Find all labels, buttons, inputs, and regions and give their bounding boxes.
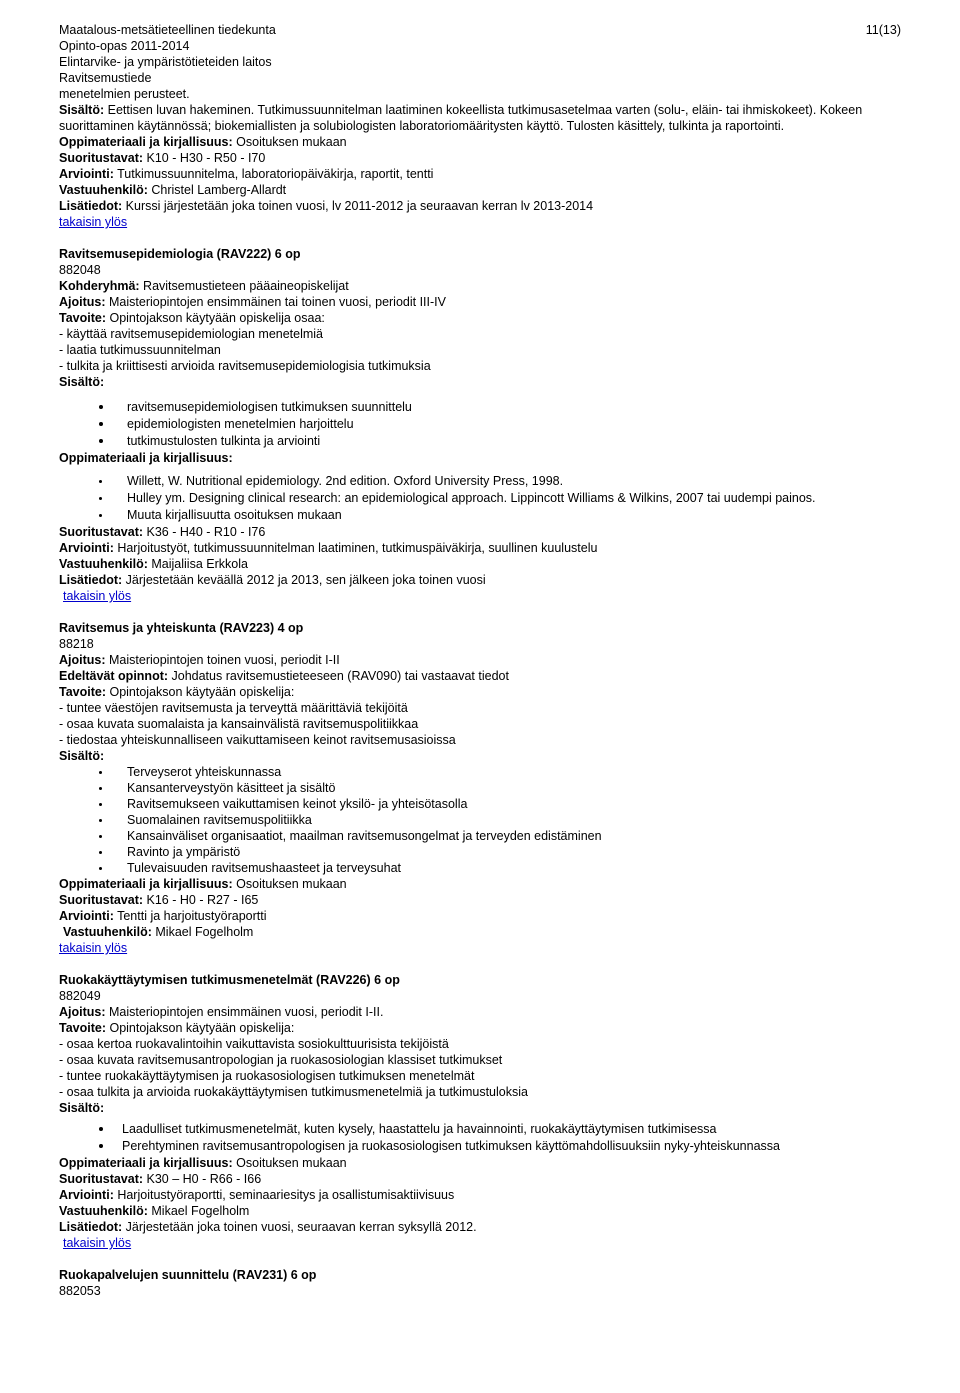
course-code: 882053: [59, 1284, 101, 1298]
list-item: Muuta kirjallisuutta osoituksen mukaan: [59, 507, 909, 524]
back-to-top-link[interactable]: takaisin ylös: [59, 215, 128, 229]
course-title: Ravitsemus ja yhteiskunta (RAV223) 4 op: [59, 621, 304, 635]
evaluation-text: Tutkimussuunnitelma, laboratoriopäiväkirja, raportit, tentti: [113, 167, 434, 181]
prerequisites-text: Johdatus ravitsemustieteeseen (RAV090) tai vastaavat tiedot: [168, 669, 509, 683]
list-item: epidemiologisten menetelmien harjoittelu: [59, 416, 909, 433]
course-info: [59, 572, 909, 588]
materials-list: [59, 473, 909, 524]
list-item: Willett, W. Nutritional epidemiology. 2nd edition. Oxford University Press, 1998.: [59, 473, 909, 490]
evaluation-label: Arviointi:: [59, 909, 114, 923]
info-text: Järjestetään joka toinen vuosi, seuraavan kerran syksyllä 2012.: [122, 1220, 477, 1234]
goal-label: Tavoite:: [59, 311, 106, 325]
back-to-top-link[interactable]: takaisin ylös: [63, 589, 132, 603]
prerequisites-label: Edeltävät opinnot:: [59, 669, 169, 683]
list-item: Hulley ym. Designing clinical research: an epidemiological approach. Lippincott Williams & Wilkins, 2007 tai uudempi painos.: [59, 490, 909, 507]
goal-text: Opintojakson käytyään opiskelija:: [106, 685, 295, 699]
course-evaluation: [59, 1187, 909, 1203]
timing-text: Maisteriopintojen ensimmäinen vuosi, periodit I-II.: [105, 1005, 384, 1019]
responsible-text: Mikael Fogelholm: [151, 925, 254, 939]
list-item: Kansanterveystyön käsitteet ja sisältö: [59, 780, 909, 796]
content-label: Sisältö:: [59, 103, 105, 117]
evaluation-label: Arviointi:: [59, 541, 114, 555]
timing-label: Ajoitus:: [59, 1005, 106, 1019]
intro-responsible: [59, 182, 909, 198]
faculty-name: Maatalous-metsätieteellinen tiedekunta: [59, 23, 276, 37]
info-label: Lisätiedot:: [59, 573, 123, 587]
course-goal: [59, 684, 909, 700]
materials-label: Oppimateriaali ja kirjallisuus:: [59, 877, 233, 891]
timing-label: Ajoitus:: [59, 295, 106, 309]
timing-text: Maisteriopintojen ensimmäinen tai toinen vuosi, periodit III-IV: [105, 295, 446, 309]
timing-label: Ajoitus:: [59, 653, 106, 667]
responsible-text: Christel Lamberg-Allardt: [147, 183, 287, 197]
content-label: [59, 748, 909, 764]
goal-item: - osaa kuvata suomalaista ja kansainvälistä ravitsemuspolitiikkaa: [59, 717, 419, 731]
goal-text: Opintojakson käytyään opiskelija:: [106, 1021, 295, 1035]
info-text: Kurssi järjestetään joka toinen vuosi, lv 2011-2012 ja seuraavan kerran lv 2013-2014: [122, 199, 594, 213]
info-label: Lisätiedot:: [59, 199, 123, 213]
content-label: [59, 1100, 909, 1116]
content-text: Eettisen luvan hakeminen. Tutkimussuunnitelman laatiminen kokeellista tutkimusasetelmaa varten (solu-, eläin- tai ihmiskokeet). Kokeen suorittaminen käytännössä; biokemiallisten ja solubiologisten laboratoriomääritysten käyttö. Tulosten käsittely, tulkinta ja raportointi.: [59, 103, 863, 133]
list-item: Kansainväliset organisaatiot, maailman ravitsemusongelmat ja terveyden edistäminen: [59, 828, 909, 844]
goal-item: - tuntee ruokakäyttäytymisen ja ruokasosiologisen tutkimuksen menetelmät: [59, 1069, 475, 1083]
performance-label: Suoritustavat:: [59, 1172, 144, 1186]
course-materials: [59, 1155, 909, 1171]
course-timing: [59, 294, 909, 310]
intro-info: [59, 198, 909, 214]
course-evaluation: [59, 540, 909, 556]
performance-label: Suoritustavat:: [59, 151, 144, 165]
responsible-label: Vastuuhenkilö:: [59, 1204, 148, 1218]
course-goal: [59, 1020, 909, 1036]
intro-continuation: menetelmien perusteet.: [59, 87, 190, 101]
materials-label: Oppimateriaali ja kirjallisuus:: [59, 451, 233, 465]
evaluation-label: Arviointi:: [59, 1188, 114, 1202]
content-list: [59, 764, 909, 876]
intro-content: [59, 102, 909, 134]
goal-item: - tulkita ja kriittisesti arvioida ravitsemusepidemiologisia tutkimuksia: [59, 359, 431, 373]
goal-label: Tavoite:: [59, 685, 106, 699]
course-performance: [59, 1171, 909, 1187]
list-item: Laadulliset tutkimusmenetelmät, kuten kysely, haastattelu ja havainnointi, ruokakäyttäytymisen tutkimisessa: [59, 1121, 909, 1138]
content-list: [59, 1121, 909, 1155]
course-evaluation: [59, 908, 909, 924]
goal-item: - osaa kertoa ruokavalintoihin vaikuttavista sosiokulttuurisista tekijöistä: [59, 1037, 449, 1051]
goal-item: - osaa kuvata ravitsemusantropologian ja ruokasosiologian klassiset tutkimukset: [59, 1053, 503, 1067]
course-timing: [59, 1004, 909, 1020]
course-responsible: [59, 556, 909, 572]
content-list: [59, 399, 909, 450]
back-to-top-link[interactable]: takaisin ylös: [63, 1236, 132, 1250]
course-responsible: [63, 924, 909, 940]
goal-label: Tavoite:: [59, 1021, 106, 1035]
course-title: Ruokapalvelujen suunnittelu (RAV231) 6 op: [59, 1268, 317, 1282]
course-performance: [59, 524, 909, 540]
course-materials: [59, 876, 909, 892]
course-performance: [59, 892, 909, 908]
intro-evaluation: [59, 166, 909, 182]
study-guide-title: Opinto-opas 2011-2014: [59, 39, 190, 53]
info-label: Lisätiedot:: [59, 1220, 123, 1234]
intro-materials: [59, 134, 909, 150]
course-title: Ravitsemusepidemiologia (RAV222) 6 op: [59, 247, 301, 261]
info-text: Järjestetään keväällä 2012 ja 2013, sen jälkeen joka toinen vuosi: [122, 573, 486, 587]
responsible-label: Vastuuhenkilö:: [59, 183, 148, 197]
goal-item: - tiedostaa yhteiskunnalliseen vaikuttamiseen keinot ravitsemusasioissa: [59, 733, 456, 747]
course-timing: [59, 652, 909, 668]
goal-item: - laatia tutkimussuunnitelman: [59, 343, 221, 357]
list-item: tutkimustulosten tulkinta ja arviointi: [59, 433, 909, 450]
performance-label: Suoritustavat:: [59, 525, 144, 539]
page-number: 11(13): [865, 23, 901, 37]
evaluation-label: Arviointi:: [59, 167, 114, 181]
course-code: 882049: [59, 989, 101, 1003]
content-label: [59, 374, 909, 390]
list-item: Terveyserot yhteiskunnassa: [59, 764, 909, 780]
evaluation-text: Harjoitustyöt, tutkimussuunnitelman laatiminen, tutkimuspäiväkirja, suullinen kuulustelu: [113, 541, 598, 555]
list-item: Perehtyminen ravitsemusantropologisen ja ruokasosiologisen tutkimuksen käyttömahdollisuuksiin nyky-yhteiskunnassa: [59, 1138, 909, 1155]
list-item: Ravinto ja ympäristö: [59, 844, 909, 860]
timing-text: Maisteriopintojen toinen vuosi, periodit I-II: [105, 653, 340, 667]
goal-item: - tuntee väestöjen ravitsemusta ja terveyttä määrittäviä tekijöitä: [59, 701, 408, 715]
course-title: Ruokakäyttäytymisen tutkimusmenetelmät (RAV226) 6 op: [59, 973, 400, 987]
evaluation-text: Tentti ja harjoitustyöraportti: [113, 909, 267, 923]
responsible-text: Mikael Fogelholm: [147, 1204, 250, 1218]
materials-text: Osoituksen mukaan: [232, 135, 347, 149]
course-responsible: [59, 1203, 909, 1219]
back-to-top-link[interactable]: takaisin ylös: [59, 941, 128, 955]
course-code: 88218: [59, 637, 94, 651]
target-text: Ravitsemustieteen pääaineopiskelijat: [139, 279, 349, 293]
list-item: Suomalainen ravitsemuspolitiikka: [59, 812, 909, 828]
materials-text: Osoituksen mukaan: [232, 1156, 347, 1170]
content-label-text: Sisältö:: [59, 375, 105, 389]
responsible-label: Vastuuhenkilö:: [63, 925, 152, 939]
course-prerequisites: [59, 668, 909, 684]
course-info: [59, 1219, 909, 1235]
list-item: ravitsemusepidemiologisen tutkimuksen suunnittelu: [59, 399, 909, 416]
department-name: Elintarvike- ja ympäristötieteiden laitos: [59, 55, 272, 69]
evaluation-text: Harjoitustyöraportti, seminaariesitys ja osallistumisaktiivisuus: [113, 1188, 455, 1202]
list-item: Ravitsemukseen vaikuttamisen keinot yksilö- ja yhteisötasolla: [59, 796, 909, 812]
list-item: Tulevaisuuden ravitsemushaasteet ja terveysuhat: [59, 860, 909, 876]
performance-text: K36 - H40 - R10 - I76: [143, 525, 266, 539]
performance-text: K30 – H0 - R66 - I66: [143, 1172, 262, 1186]
goal-item: - osaa tulkita ja arvioida ruokakäyttäytymisen tutkimusmenetelmiä ja tutkimustuloksia: [59, 1085, 528, 1099]
subject-name: Ravitsemustiede: [59, 71, 152, 85]
performance-label: Suoritustavat:: [59, 893, 144, 907]
performance-text: K16 - H0 - R27 - I65: [143, 893, 259, 907]
course-target-group: [59, 278, 909, 294]
target-label: Kohderyhmä:: [59, 279, 140, 293]
materials-text: Osoituksen mukaan: [232, 877, 347, 891]
intro-performance: [59, 150, 909, 166]
document-page: [59, 22, 909, 1299]
responsible-label: Vastuuhenkilö:: [59, 557, 148, 571]
content-label-text: Sisältö:: [59, 749, 105, 763]
goal-text: Opintojakson käytyään opiskelija osaa:: [106, 311, 325, 325]
materials-label: Oppimateriaali ja kirjallisuus:: [59, 135, 233, 149]
course-code: 882048: [59, 263, 101, 277]
responsible-text: Maijaliisa Erkkola: [147, 557, 248, 571]
content-label-text: Sisältö:: [59, 1101, 105, 1115]
performance-text: K10 - H30 - R50 - I70: [143, 151, 266, 165]
goal-item: - käyttää ravitsemusepidemiologian menetelmiä: [59, 327, 324, 341]
materials-label: Oppimateriaali ja kirjallisuus:: [59, 1156, 233, 1170]
materials-heading: [59, 450, 909, 466]
course-goal: [59, 310, 909, 326]
